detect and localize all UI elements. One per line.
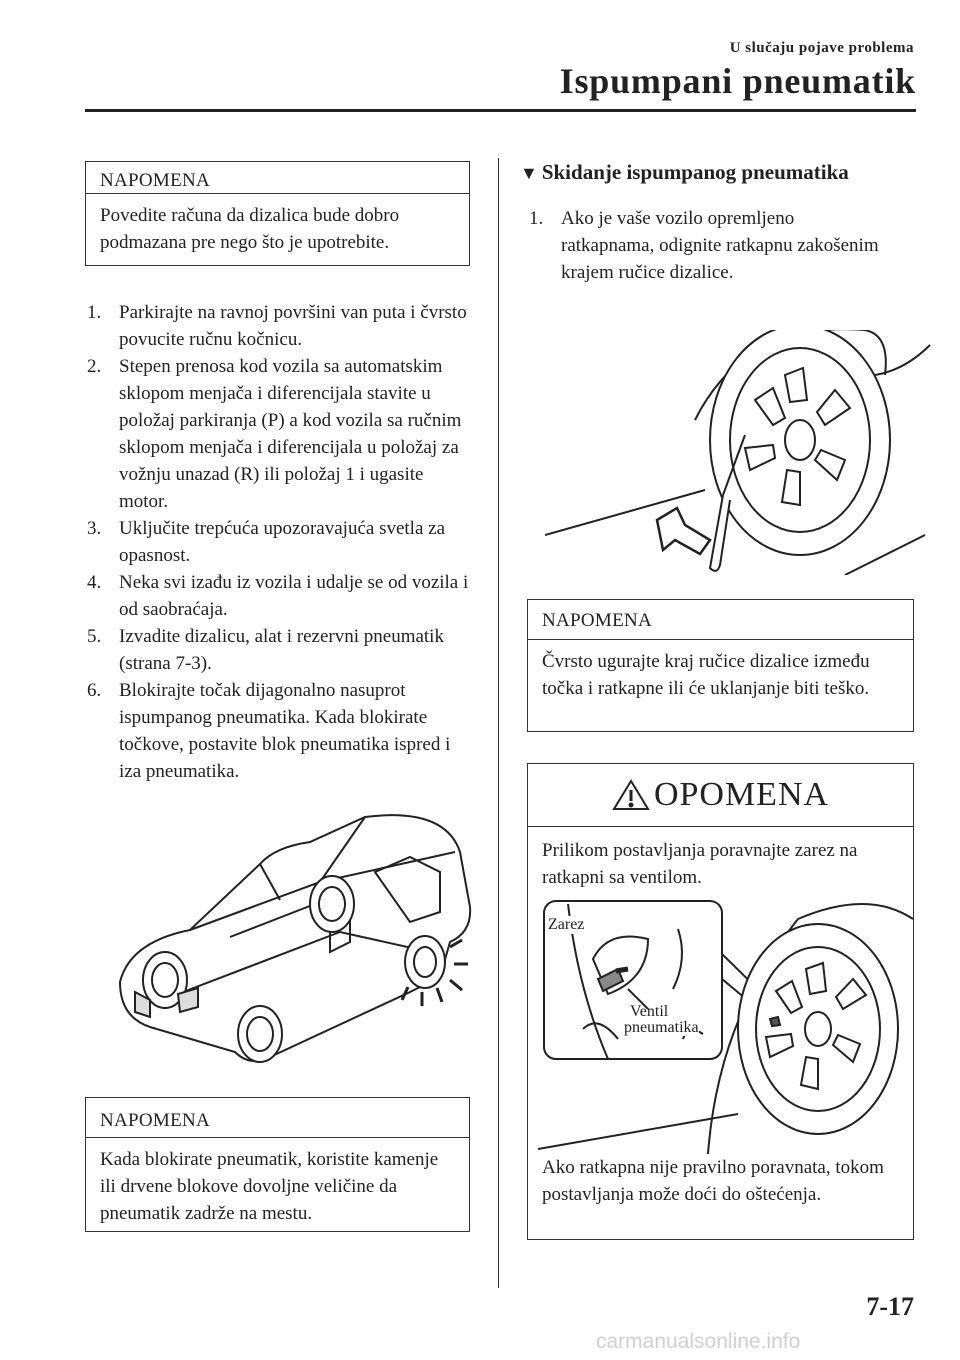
list-item: 1. Parkirajte na ravnoj površini van puta i čvrsto povucite ručnu kočnicu.: [87, 302, 467, 350]
running-header-section: U slučaju pojave problema: [729, 40, 914, 56]
valve-alignment-illustration: [538, 899, 913, 1154]
note-box-blocks: [85, 1097, 470, 1232]
watermark: carmanualsonline.info: [596, 1330, 801, 1353]
triangle-down-icon: ▼: [520, 163, 538, 183]
label-valve: Ventil pneumatika: [624, 1003, 699, 1036]
page-number: 7-17: [866, 1292, 914, 1321]
column-divider: [498, 158, 499, 1288]
list-item: 4. Neka svi izađu iz vozila i udalje se od vozila i od saobraćaja.: [87, 572, 469, 620]
page-title: Ispumpani pneumatik: [559, 61, 916, 101]
steps-list-left: [87, 299, 472, 785]
note-text: Povedite računa da dizalica bude dobro podmazana pre nego što je upotrebite.: [100, 205, 400, 253]
note-box-handle: [527, 599, 914, 732]
note-box-lubrication: [85, 161, 470, 266]
steps-list-right: [529, 205, 879, 286]
hubcap-removal-illustration: [545, 330, 935, 575]
list-item: 6. Blokirajte točak dijagonalno nasuprot ispumpanog pneumatika. Kada blokirate točkove, postavite blok pneumatika ispred i iza pneumatika.: [87, 680, 451, 782]
warning-box: [527, 763, 914, 1240]
note-heading: NAPOMENA: [86, 1098, 469, 1138]
warning-heading: OPOMENA: [528, 764, 913, 827]
warning-text-1: Prilikom postavljanja poravnajte zarez na ratkapni sa ventilom.: [542, 840, 858, 888]
section-title: ▼ Skidanje ispumpanog pneumatika: [520, 160, 849, 184]
vehicle-chock-illustration: [110, 812, 480, 1077]
list-item: 1. Ako je vaše vozilo opremljeno ratkapnama, odignite ratkapnu zakošenim krajem ručice dizalice.: [529, 208, 879, 283]
label-notch: Zarez: [548, 916, 585, 933]
list-item: 2. Stepen prenosa kod vozila sa automatskim sklopom menjača i diferencijala stavite u položaj parkiranja (P) a kod vozila sa ručnim sklopom menjača i diferencijala u položaj za vožnju unazad (R) ili položaj 1 i ugasite motor.: [87, 356, 462, 512]
list-item: 3. Uključite trepćuća upozoravajuća svetla za opasnost.: [87, 518, 445, 566]
note-text: Čvrsto ugurajte kraj ručice dizalice između točka i ratkapne ili će uklanjanje biti teško.: [542, 651, 870, 699]
note-heading: NAPOMENA: [528, 600, 913, 640]
warning-text-2: Ako ratkapna nije pravilno poravnata, tokom postavljanja može doći do oštećenja.: [542, 1157, 884, 1205]
note-heading: NAPOMENA: [86, 162, 469, 194]
list-item: 5. Izvadite dizalicu, alat i rezervni pneumatik (strana 7-3).: [87, 626, 444, 674]
warning-triangle-icon: [612, 779, 650, 811]
note-text: Kada blokirate pneumatik, koristite kamenje ili drvene blokove dovoljne veličine da pneumatik zadrže na mestu.: [100, 1149, 439, 1224]
header-rule: [85, 109, 916, 112]
